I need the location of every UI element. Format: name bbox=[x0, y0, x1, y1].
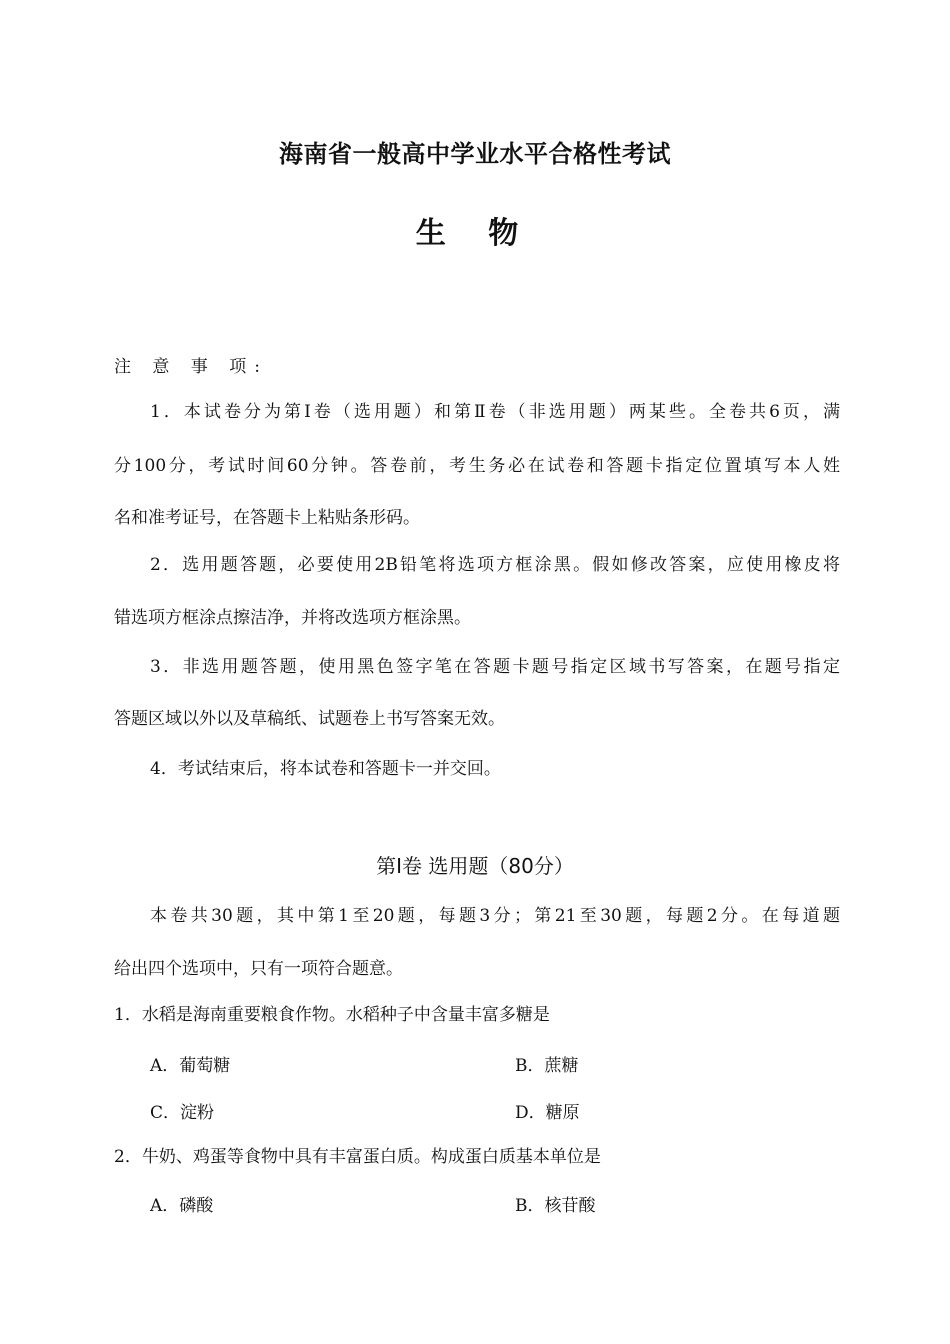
notice-line: 名和准考证号，在答题卡上粘贴条形码。 bbox=[114, 508, 420, 528]
notice-line: 4．考试结束后，将本试卷和答题卡一并交回。 bbox=[150, 759, 501, 779]
notice-line: 2．选用题答题，必要使用2B铅笔将选项方框涂黑。假如修改答案，应使用橡皮将 bbox=[150, 555, 840, 575]
section-title: 第Ⅰ卷 选用题（80分） bbox=[376, 854, 574, 878]
section-intro: 给出四个选项中，只有一项符合题意。 bbox=[114, 959, 403, 979]
question-option: B．核苷酸 bbox=[515, 1196, 596, 1216]
question-stem: 2．牛奶、鸡蛋等食物中具有丰富蛋白质。构成蛋白质基本单位是 bbox=[114, 1147, 601, 1167]
notice-heading: 注 意 事 项: bbox=[114, 357, 268, 377]
exam-title: 海南省一般高中学业水平合格性考试 bbox=[279, 140, 671, 168]
notice-line: 3．非选用题答题，使用黑色签字笔在答题卡题号指定区域书写答案，在题号指定 bbox=[150, 657, 840, 677]
question-option: A．葡萄糖 bbox=[150, 1056, 231, 1076]
notice-line: 答题区域以外以及草稿纸、试题卷上书写答案无效。 bbox=[114, 709, 505, 729]
question-option: D．糖原 bbox=[515, 1103, 580, 1123]
notice-line: 分100分，考试时间60分钟。答卷前，考生务必在试卷和答题卡指定位置填写本人姓 bbox=[114, 456, 840, 476]
notice-line: 1．本试卷分为第Ⅰ卷（选用题）和第Ⅱ卷（非选用题）两某些。全卷共6页，满 bbox=[150, 402, 840, 422]
notice-line: 错选项方框涂点擦洁净，并将改选项方框涂黑。 bbox=[114, 608, 471, 628]
question-stem: 1．水稻是海南重要粮食作物。水稻种子中含量丰富多糖是 bbox=[114, 1005, 550, 1025]
section-intro: 本卷共30题，其中第1至20题，每题3分；第21至30题，每题2分。在每道题 bbox=[150, 906, 840, 926]
question-option: A．磷酸 bbox=[150, 1196, 214, 1216]
question-option: B．蔗糖 bbox=[515, 1056, 579, 1076]
question-option: C．淀粉 bbox=[150, 1103, 215, 1123]
subject-title: 生 物 bbox=[415, 216, 535, 251]
